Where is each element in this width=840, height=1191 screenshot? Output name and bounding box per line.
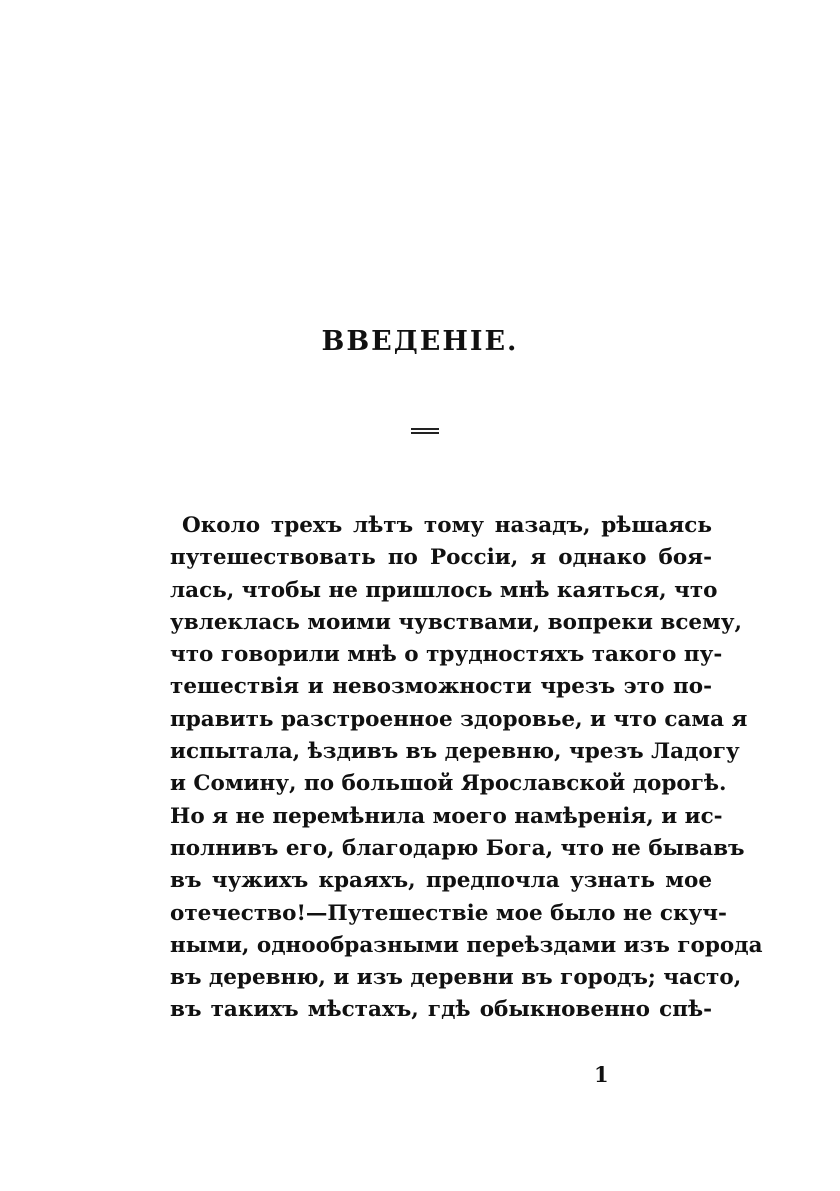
- text-line: въ деревню, и изъ деревни въ городъ; часто,: [170, 965, 742, 991]
- chapter-title: ВВЕДЕНІЕ.: [321, 326, 519, 357]
- text-line: ными, однообразными переѣздами изъ города: [170, 932, 763, 958]
- page-number: 1: [594, 1062, 609, 1087]
- text-line: испытала, ѣздивъ въ деревню, чрезъ Ладогу: [170, 739, 740, 765]
- text-line: тешествія и невозможности чрезъ это по-: [170, 674, 712, 700]
- decorative-rule: [411, 428, 439, 434]
- text-line: въ такихъ мѣстахъ, гдѣ обыкновенно спѣ-: [170, 997, 712, 1023]
- text-line: полнивъ его, благодарю Бога, что не бывавъ: [170, 835, 745, 861]
- text-line: править разстроенное здоровье, и что сама я: [170, 706, 748, 732]
- text-line: лась, чтобы не пришлось мнѣ каяться, что: [170, 577, 718, 603]
- text-line: Но я не перемѣнила моего намѣренія, и ис-: [170, 803, 723, 829]
- text-line: увлеклась моими чувствами, вопреки всему,: [170, 609, 743, 635]
- text-line: въ чужихъ краяхъ, предпочла узнать мое: [170, 868, 712, 894]
- text-line: и Сомину, по большой Ярославской дорогѣ.: [170, 771, 727, 797]
- text-line: что говорили мнѣ о трудностяхъ такого пу-: [170, 642, 723, 668]
- text-line: путешествовать по Россіи, я однако боя-: [170, 545, 712, 571]
- text-line: отечество!—Путешествіе мое было не скуч-: [170, 900, 727, 926]
- text-line: Около трехъ лѣтъ тому назадъ, рѣшаясь: [182, 513, 712, 538]
- body-text: [170, 510, 763, 1027]
